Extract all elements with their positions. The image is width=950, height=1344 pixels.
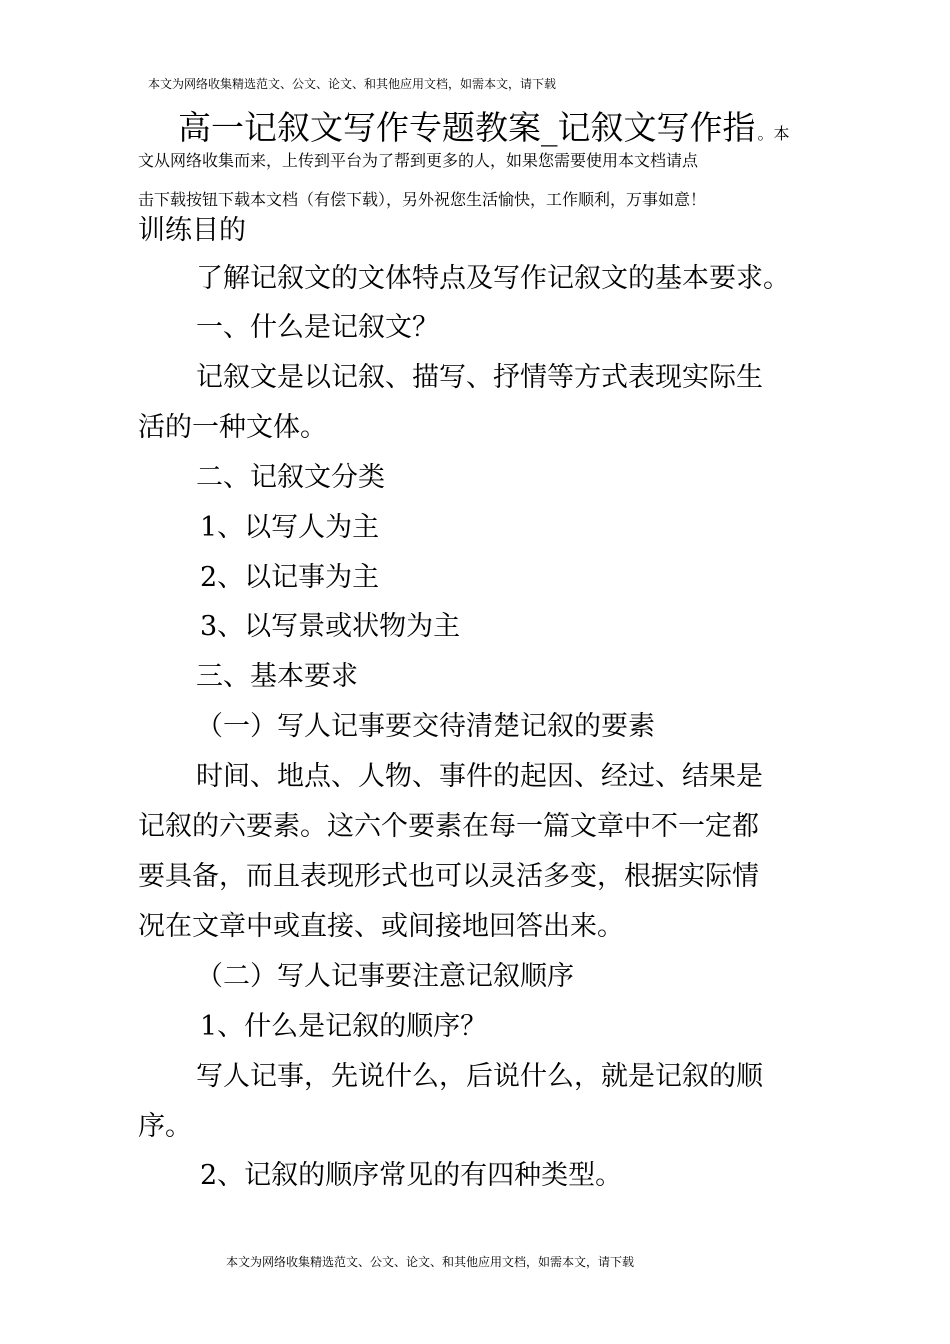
list-item: 1、什么是记叙的顺序？ [200, 1011, 488, 1042]
list-item: 2、以记事为主 [200, 562, 380, 593]
intro-line: 击下载按钮下载本文档（有偿下载），另外祝您生活愉快，工作顺利，万事如意！ [138, 190, 707, 209]
paragraph-line: 记叙的六要素。这六个要素在每一篇文章中不一定都 [138, 811, 759, 842]
paragraph-line: 写人记事，先说什么，后说什么，就是记叙的顺 [196, 1061, 763, 1092]
subsection-heading: （二）写人记事要注意记叙顺序 [196, 961, 574, 992]
paragraph-line: 况在文章中或直接、或间接地回答出来。 [138, 911, 624, 942]
footer-note: 本文为网络收集精选范文、公文、论文、和其他应用文档，如需本文，请下载 [226, 1255, 635, 1269]
section-heading: 二、记叙文分类 [196, 462, 385, 493]
section-heading: 一、什么是记叙文？ [196, 312, 439, 343]
paragraph-line: 序。 [138, 1111, 192, 1142]
section-heading: 训练目的 [138, 215, 246, 246]
subsection-heading: （一）写人记事要交待清楚记叙的要素 [196, 711, 655, 742]
paragraph-line: 时间、地点、人物、事件的起因、经过、结果是 [196, 761, 763, 792]
intro-line: 文从网络收集而来，上传到平台为了帮到更多的人，如果您需要使用本文档请点 [138, 151, 699, 170]
paragraph-line: 要具备，而且表现形式也可以灵活多变，根据实际情 [138, 861, 759, 892]
paragraph-line: 活的一种文体。 [138, 412, 327, 443]
title-main: 高一记叙文写作专题教案_记叙文写作指 [178, 108, 756, 147]
title-tail: 。本 [757, 124, 790, 143]
section-heading: 三、基本要求 [196, 661, 358, 692]
list-item: 3、以写景或状物为主 [200, 611, 461, 642]
document-title [178, 108, 790, 154]
list-item: 2、记叙的顺序常见的有四种类型。 [200, 1160, 623, 1191]
paragraph-line: 记叙文是以记叙、描写、抒情等方式表现实际生 [196, 362, 763, 393]
header-note: 本文为网络收集精选范文、公文、论文、和其他应用文档，如需本文，请下载 [148, 77, 557, 91]
paragraph-line: 了解记叙文的文体特点及写作记叙文的基本要求。 [196, 263, 790, 294]
list-item: 1、以写人为主 [200, 512, 380, 543]
